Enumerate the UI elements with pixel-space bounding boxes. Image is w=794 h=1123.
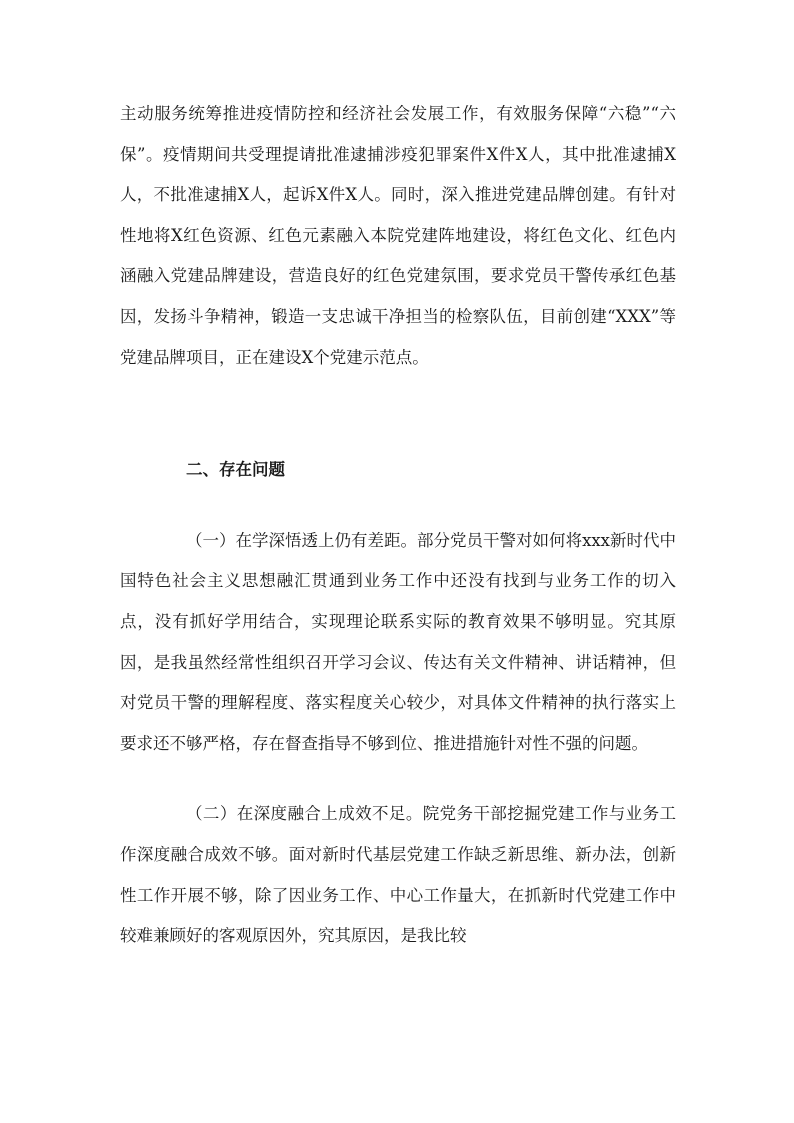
document-body	[120, 94, 676, 957]
spacer	[120, 491, 676, 521]
problem-paragraph-two: （二）在深度融合上成效不足。院党务干部挖掘党建工作与业务工作深度融合成效不够。面对新时代基层党建工作缺乏新思维、新办法，创新性工作开展不够，除了因业务工作、中心工作量大，在抓新时代党建工作中较难兼顾好的客观原因外，究其原因，是我比较	[120, 804, 676, 946]
spacer	[120, 378, 676, 450]
spacer	[120, 764, 676, 794]
problem-paragraph-one: （一）在学深悟透上仍有差距。部分党员干警对如何将xxx新时代中国特色社会主义思想融汇贯通到业务工作中还没有找到与业务工作的切入点，没有抓好学用结合，实现理论联系实际的教育效果不够明显。究其原因，是我虽然经常性组织召开学习会议、传达有关文件精神、讲话精神，但对党员干警的理解程度、落实程度关心较少，对具体文件精神的执行落实上要求还不够严格，存在督查指导不够到位、推进措施针对性不强的问题。	[120, 530, 676, 753]
section-heading: 二、存在问题	[186, 460, 285, 480]
intro-paragraph: 主动服务统筹推进疫情防控和经济社会发展工作，有效服务保障“六稳”“六保”。疫情期间共受理提请批准逮捕涉疫犯罪案件X件X人，其中批准逮捕X人，不批准逮捕X人，起诉X件X人。同时，深入推进党建品牌创建。有针对性地将X红色资源、红色元素融入本院党建阵地建设，将红色文化、红色内涵融入党建品牌建设，营造良好的红色党建氛围，要求党员干警传承红色基因，发扬斗争精神，锻造一支忠诚干净担当的检察队伍，目前创建“XXX”等党建品牌项目，正在建设X个党建示范点。	[120, 104, 676, 367]
